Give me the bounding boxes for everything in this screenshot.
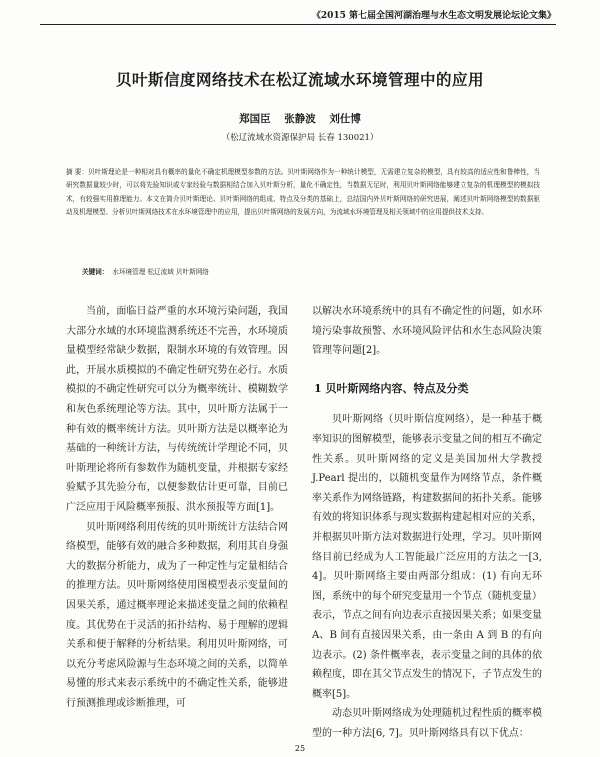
body-column-left	[66, 302, 288, 713]
body-paragraph: 动态贝叶斯网络成为处理随机过程性质的概率模型的一种方法[6, 7]。贝叶斯网络具有以下优点：	[312, 708, 542, 739]
keywords-label: 关键词：	[82, 268, 109, 276]
body-paragraph: 以解决水环境系统中的具有不确定性的问题，如水环境污染事故预警、水环境风险评估和水生态风险决策管理等问题[2]。	[312, 306, 542, 357]
keywords-text: 水环境管理 松辽流域 贝叶斯网络	[112, 268, 209, 276]
page-number: 25	[294, 744, 306, 753]
body-column-right	[312, 302, 542, 743]
paper-authors: 郑国臣 张静波 刘仕博	[239, 113, 361, 125]
body-paragraph: 贝叶斯网络（贝叶斯信度网络），是一种基于概率知识的图解模型，能够表示变量之间的相互不确定性关系。贝叶斯网络的定义是美国加州大学教授 J.Pearl 提出的，以随机变量作为网络节点，条件概率关系作为网络链路，构建数据间的拓扑关系。能够有效的将知识体系与现实数据构建起相对应的关系，并根据贝叶斯方法对数据进行处理，学习。贝叶斯网络目前已经成为人工智能最广泛应用的方法之一[3, 4]。贝叶斯网络主要由两部分组成：(1) 有向无环图，系统中的每个研究变量用一个节点（随机变量）表示，节点之间有向边表示直接因果关系；如果变量 A、B 间有直接因果关系，由一条由 A 到 B 的有向边表示。(2) 条件概率表，表示变量之间的具体的依赖程度，即在其父节点发生的情况下，子节点发生的概率[5]。	[312, 414, 542, 700]
body-paragraph: 当前，面临日益严重的水环境污染问题，我国大部分水域的水环境监测系统还不完善，水环境质量模型经常缺少数据，限制水环境的有效管理。因此，开展水质模拟的不确定性研究势在必行。水质模拟的不确定性研究可以分为概率统计、模糊数学和灰色系统理论等方法。其中，贝叶斯方法属于一种有效的概率统计方法。贝叶斯方法是以概率论为基础的一种统计方法，与传统统计学理论不同，贝叶斯理论将所有参数作为随机变量，并根据专家经验赋予其先验分布，以便参数估计更可靠，目前已广泛应用于风险概率预报、洪水预报等方面[1]。	[66, 306, 288, 513]
section-heading: 1 贝叶斯网络内容、特点及分类	[314, 381, 469, 395]
paper-abstract: 摘 要：贝叶斯理论是一种相对具有概率的量化不确定机理模型参数的方法。贝叶斯网络作为一种统计模型，无需建立复杂的模型，具有较高的适应性和鲁棒性，当研究数据量较少时，可以将先验知识或专家经验与数据相结合加入贝叶斯分析，量化不确定性，当数据无足时，利用贝叶斯网络能够建立复杂的机理模型的模拟技术，有较强实用推理能力。本文在简介贝叶斯理论、贝叶斯网络的组成、特点及分类的基础上，总结国内外贝叶斯网络的研究进展，阐述贝叶斯网络模型的数据驱动及机理模型、分析贝叶斯网络技术在水环境管理中的应用，提出贝叶斯网络的发展方向，为流域水环境管理及相关领域中的应用提供技术支持。	[66, 168, 540, 217]
paper-keywords	[82, 266, 540, 276]
proceedings-header: 《2015 第七届全国河湖治理与水生态文明发展论坛论文集》	[40, 8, 556, 25]
paper-title: 贝叶斯信度网络技术在松辽流域水环境管理中的应用	[115, 70, 484, 89]
paper-affiliation: （松辽流域水资源保护局 长春 130021）	[221, 133, 379, 143]
body-paragraph: 贝叶斯网络利用传统的贝叶斯统计方法结合网络模型，能够有效的融合多种数据，利用其自身强大的数据分析能力，成为了一种定性与定量相结合的推理方法。贝叶斯网络使用图模型表示变量间的因果关系，通过概率理论来描述变量之间的依赖程度。其优势在于灵活的拓扑结构、易于理解的逻辑关系和便于解释的分析结果。利用贝叶斯网络，可以充分考虑风险源与生态环境之间的关系，以简单易懂的形式来表示系统中的不确定性关系，能够进行预测推理或诊断推理，可	[66, 521, 288, 709]
